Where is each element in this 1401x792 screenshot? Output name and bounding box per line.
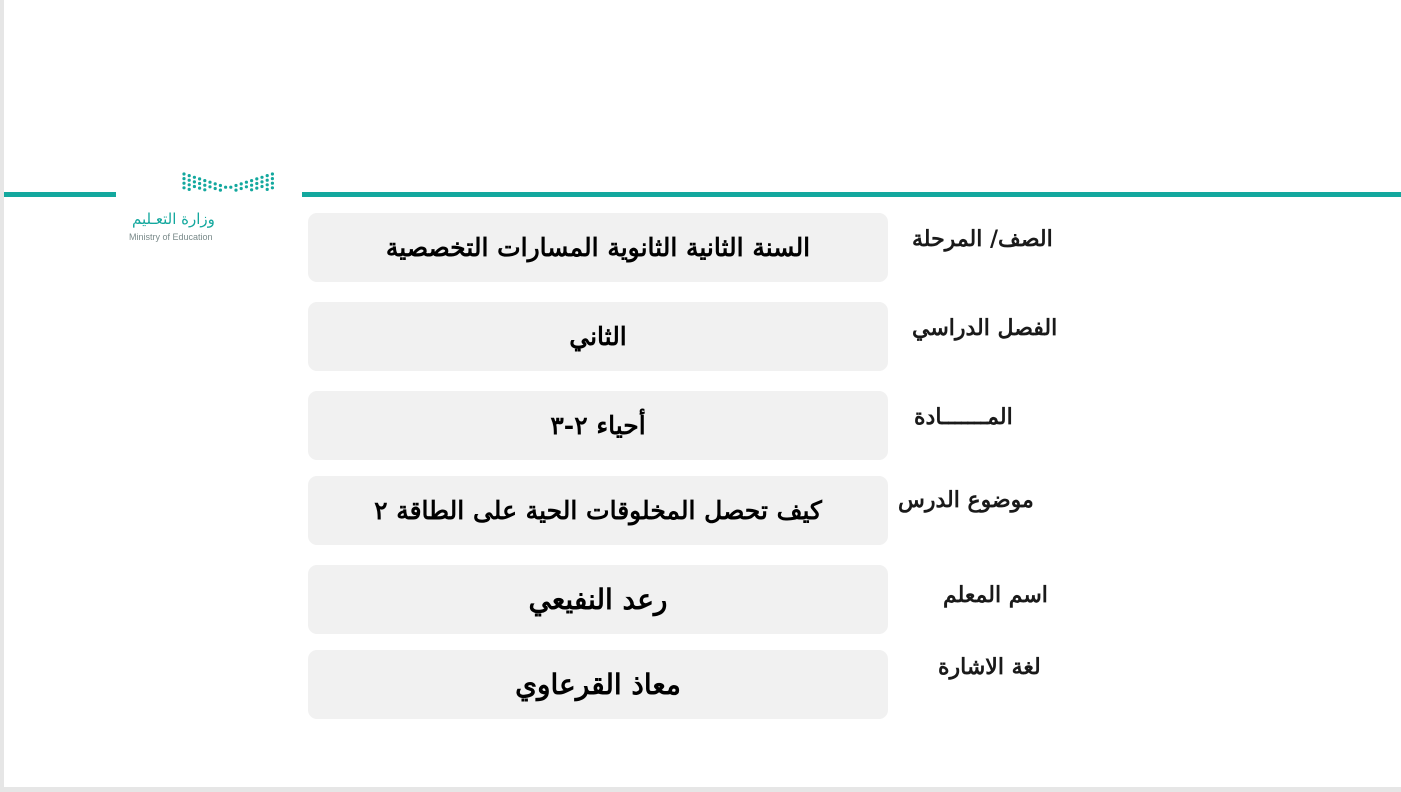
ministry-of-education-dots-logo-icon <box>126 168 276 208</box>
subject-value: أحياء ٢-٣ <box>308 391 888 460</box>
lesson-topic-label: موضوع الدرس <box>898 487 1034 513</box>
ministry-logo <box>126 168 276 246</box>
grade-stage-label: الصف/ المرحلة <box>912 226 1053 252</box>
grade-stage-value: السنة الثانية الثانوية المسارات التخصصية <box>308 213 888 282</box>
header-rule-left <box>4 192 116 197</box>
sign-language-label: لغة الاشارة <box>938 654 1041 680</box>
subject-label: المـــــــادة <box>914 404 1013 430</box>
semester-label: الفصل الدراسي <box>912 315 1058 341</box>
logo-arabic-name: وزارة التعـليم <box>132 210 215 228</box>
teacher-name-label: اسم المعلم <box>943 582 1048 608</box>
header-rule-right <box>302 192 1401 197</box>
slide <box>4 0 1401 787</box>
semester-value: الثاني <box>308 302 888 371</box>
teacher-name-value: رعد النفيعي <box>308 565 888 634</box>
sign-language-value: معاذ القرعاوي <box>308 650 888 719</box>
logo-english-name: Ministry of Education <box>129 232 213 242</box>
lesson-topic-value: كيف تحصل المخلوقات الحية على الطاقة ٢ <box>308 476 888 545</box>
